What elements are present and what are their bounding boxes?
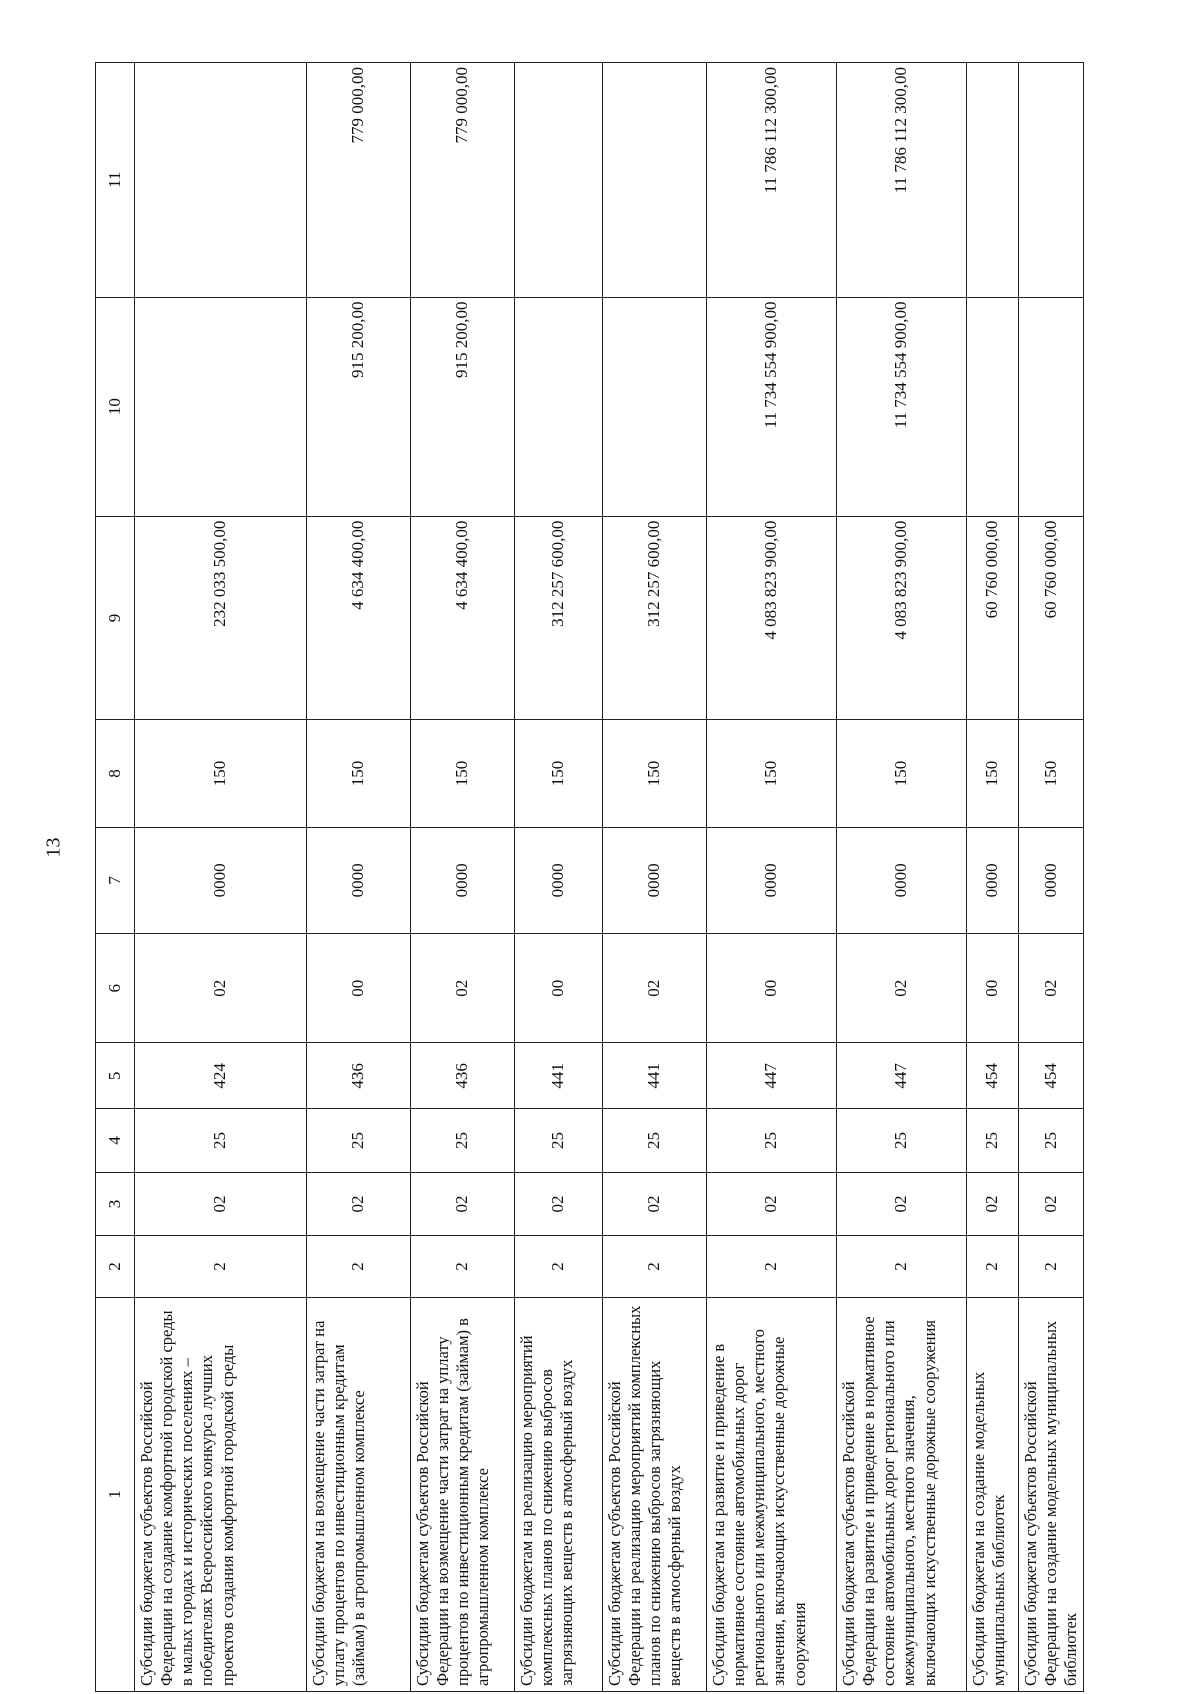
cell-c10 xyxy=(515,297,603,516)
cell-c10: 11 734 554 900,00 xyxy=(837,297,967,516)
cell-c5: 436 xyxy=(411,1043,515,1109)
cell-c3: 02 xyxy=(307,1172,411,1236)
cell-c2: 2 xyxy=(1019,1236,1084,1297)
cell-c4: 25 xyxy=(1019,1109,1084,1173)
row-description: Субсидии бюджетам субъектов Российской Федерации на создание модельных муниципальных библиотек xyxy=(1019,1297,1084,1691)
cell-c7: 0000 xyxy=(411,827,515,933)
header-cell: 8 xyxy=(96,720,135,827)
cell-c2: 2 xyxy=(603,1236,707,1297)
cell-c8: 150 xyxy=(135,720,307,827)
cell-c9: 4 634 400,00 xyxy=(411,516,515,720)
cell-c6: 02 xyxy=(603,933,707,1043)
table-row xyxy=(515,63,603,1692)
header-cell: 9 xyxy=(96,516,135,720)
header-cell: 4 xyxy=(96,1109,135,1173)
cell-c11: 779 000,00 xyxy=(307,63,411,298)
cell-c6: 02 xyxy=(411,933,515,1043)
cell-c6: 02 xyxy=(1019,933,1084,1043)
cell-c7: 0000 xyxy=(967,827,1019,933)
cell-c10 xyxy=(603,297,707,516)
cell-c8: 150 xyxy=(307,720,411,827)
cell-c4: 25 xyxy=(603,1109,707,1173)
cell-c3: 02 xyxy=(837,1172,967,1236)
cell-c4: 25 xyxy=(837,1109,967,1173)
cell-c6: 00 xyxy=(967,933,1019,1043)
cell-c4: 25 xyxy=(307,1109,411,1173)
cell-c2: 2 xyxy=(411,1236,515,1297)
cell-c7: 0000 xyxy=(837,827,967,933)
cell-c7: 0000 xyxy=(603,827,707,933)
cell-c8: 150 xyxy=(515,720,603,827)
cell-c3: 02 xyxy=(135,1172,307,1236)
cell-c2: 2 xyxy=(515,1236,603,1297)
cell-c7: 0000 xyxy=(515,827,603,933)
cell-c3: 02 xyxy=(515,1172,603,1236)
header-cell: 7 xyxy=(96,827,135,933)
cell-c8: 150 xyxy=(707,720,837,827)
cell-c4: 25 xyxy=(411,1109,515,1173)
cell-c5: 441 xyxy=(603,1043,707,1109)
header-cell: 5 xyxy=(96,1043,135,1109)
cell-c11 xyxy=(1019,63,1084,298)
cell-c2: 2 xyxy=(707,1236,837,1297)
row-description: Субсидии бюджетам субъектов Российской Федерации на развитие и приведение в нормативное состояние автомобильных дорог регионального или межмуниципального, местного значения, включающих искусственные дорожные сооружения xyxy=(837,1297,967,1691)
cell-c3: 02 xyxy=(1019,1172,1084,1236)
table-row xyxy=(837,63,967,1692)
table-row xyxy=(411,63,515,1692)
cell-c5: 454 xyxy=(1019,1043,1084,1109)
cell-c3: 02 xyxy=(603,1172,707,1236)
cell-c8: 150 xyxy=(603,720,707,827)
cell-c2: 2 xyxy=(837,1236,967,1297)
cell-c2: 2 xyxy=(135,1236,307,1297)
cell-c4: 25 xyxy=(967,1109,1019,1173)
table-row xyxy=(307,63,411,1692)
row-description: Субсидии бюджетам субъектов Российской Федерации на создание комфортной городской среды в малых городах и исторических поселениях – победителях Всероссийского конкурса лучших проектов создания комфортной городской среды xyxy=(135,1297,307,1691)
cell-c7: 0000 xyxy=(707,827,837,933)
cell-c5: 447 xyxy=(707,1043,837,1109)
cell-c6: 00 xyxy=(515,933,603,1043)
cell-c7: 0000 xyxy=(1019,827,1084,933)
table-row xyxy=(135,63,307,1692)
cell-c10: 11 734 554 900,00 xyxy=(707,297,837,516)
header-cell: 11 xyxy=(96,63,135,298)
budget-table xyxy=(95,62,1084,1692)
cell-c6: 02 xyxy=(837,933,967,1043)
cell-c5: 436 xyxy=(307,1043,411,1109)
cell-c6: 00 xyxy=(707,933,837,1043)
cell-c2: 2 xyxy=(967,1236,1019,1297)
cell-c4: 25 xyxy=(135,1109,307,1173)
header-cell: 10 xyxy=(96,297,135,516)
cell-c11: 11 786 112 300,00 xyxy=(707,63,837,298)
cell-c5: 447 xyxy=(837,1043,967,1109)
cell-c9: 312 257 600,00 xyxy=(515,516,603,720)
table-row xyxy=(707,63,837,1692)
cell-c3: 02 xyxy=(967,1172,1019,1236)
row-description: Субсидии бюджетам на развитие и приведение в нормативное состояние автомобильных дорог регионального или межмуниципального, местного значения, включающих искусственные дорожные сооружения xyxy=(707,1297,837,1691)
cell-c3: 02 xyxy=(411,1172,515,1236)
cell-c8: 150 xyxy=(411,720,515,827)
row-description: Субсидии бюджетам на возмещение части затрат на уплату процентов по инвестиционным кредитам (займам) в агропромышленном комплексе xyxy=(307,1297,411,1691)
header-cell: 3 xyxy=(96,1172,135,1236)
cell-c6: 02 xyxy=(135,933,307,1043)
cell-c4: 25 xyxy=(515,1109,603,1173)
row-description: Субсидии бюджетам на реализацию мероприятий комплексных планов по снижению выбросов загрязняющих веществ в атмосферный воздух xyxy=(515,1297,603,1691)
cell-c10 xyxy=(1019,297,1084,516)
budget-table-container xyxy=(95,62,1081,1692)
cell-c10 xyxy=(967,297,1019,516)
cell-c8: 150 xyxy=(837,720,967,827)
table-row xyxy=(967,63,1019,1692)
row-description: Субсидии бюджетам субъектов Российской Федерации на реализацию мероприятий комплексных планов по снижению выбросов загрязняющих веществ в атмосферный воздух xyxy=(603,1297,707,1691)
cell-c8: 150 xyxy=(1019,720,1084,827)
table-row xyxy=(1019,63,1084,1692)
cell-c5: 424 xyxy=(135,1043,307,1109)
cell-c2: 2 xyxy=(307,1236,411,1297)
row-description: Субсидии бюджетам субъектов Российской Федерации на возмещение части затрат на уплату процентов по инвестиционным кредитам (займам) в агропромышленном комплексе xyxy=(411,1297,515,1691)
cell-c11 xyxy=(967,63,1019,298)
table-row xyxy=(603,63,707,1692)
cell-c8: 150 xyxy=(967,720,1019,827)
cell-c10: 915 200,00 xyxy=(307,297,411,516)
row-description: Субсидии бюджетам на создание модельных муниципальных библиотек xyxy=(967,1297,1019,1691)
cell-c11 xyxy=(515,63,603,298)
cell-c9: 60 760 000,00 xyxy=(1019,516,1084,720)
header-cell: 1 xyxy=(96,1297,135,1691)
cell-c9: 4 634 400,00 xyxy=(307,516,411,720)
cell-c11 xyxy=(603,63,707,298)
cell-c3: 02 xyxy=(707,1172,837,1236)
header-row xyxy=(96,63,135,1692)
cell-c7: 0000 xyxy=(307,827,411,933)
cell-c4: 25 xyxy=(707,1109,837,1173)
cell-c5: 454 xyxy=(967,1043,1019,1109)
cell-c9: 60 760 000,00 xyxy=(967,516,1019,720)
cell-c7: 0000 xyxy=(135,827,307,933)
cell-c11: 11 786 112 300,00 xyxy=(837,63,967,298)
page-number: 13 xyxy=(42,837,65,858)
cell-c9: 232 033 500,00 xyxy=(135,516,307,720)
cell-c10: 915 200,00 xyxy=(411,297,515,516)
cell-c9: 312 257 600,00 xyxy=(603,516,707,720)
cell-c10 xyxy=(135,297,307,516)
cell-c6: 00 xyxy=(307,933,411,1043)
cell-c11: 779 000,00 xyxy=(411,63,515,298)
cell-c5: 441 xyxy=(515,1043,603,1109)
header-cell: 2 xyxy=(96,1236,135,1297)
cell-c9: 4 083 823 900,00 xyxy=(837,516,967,720)
header-cell: 6 xyxy=(96,933,135,1043)
cell-c9: 4 083 823 900,00 xyxy=(707,516,837,720)
cell-c11 xyxy=(135,63,307,298)
